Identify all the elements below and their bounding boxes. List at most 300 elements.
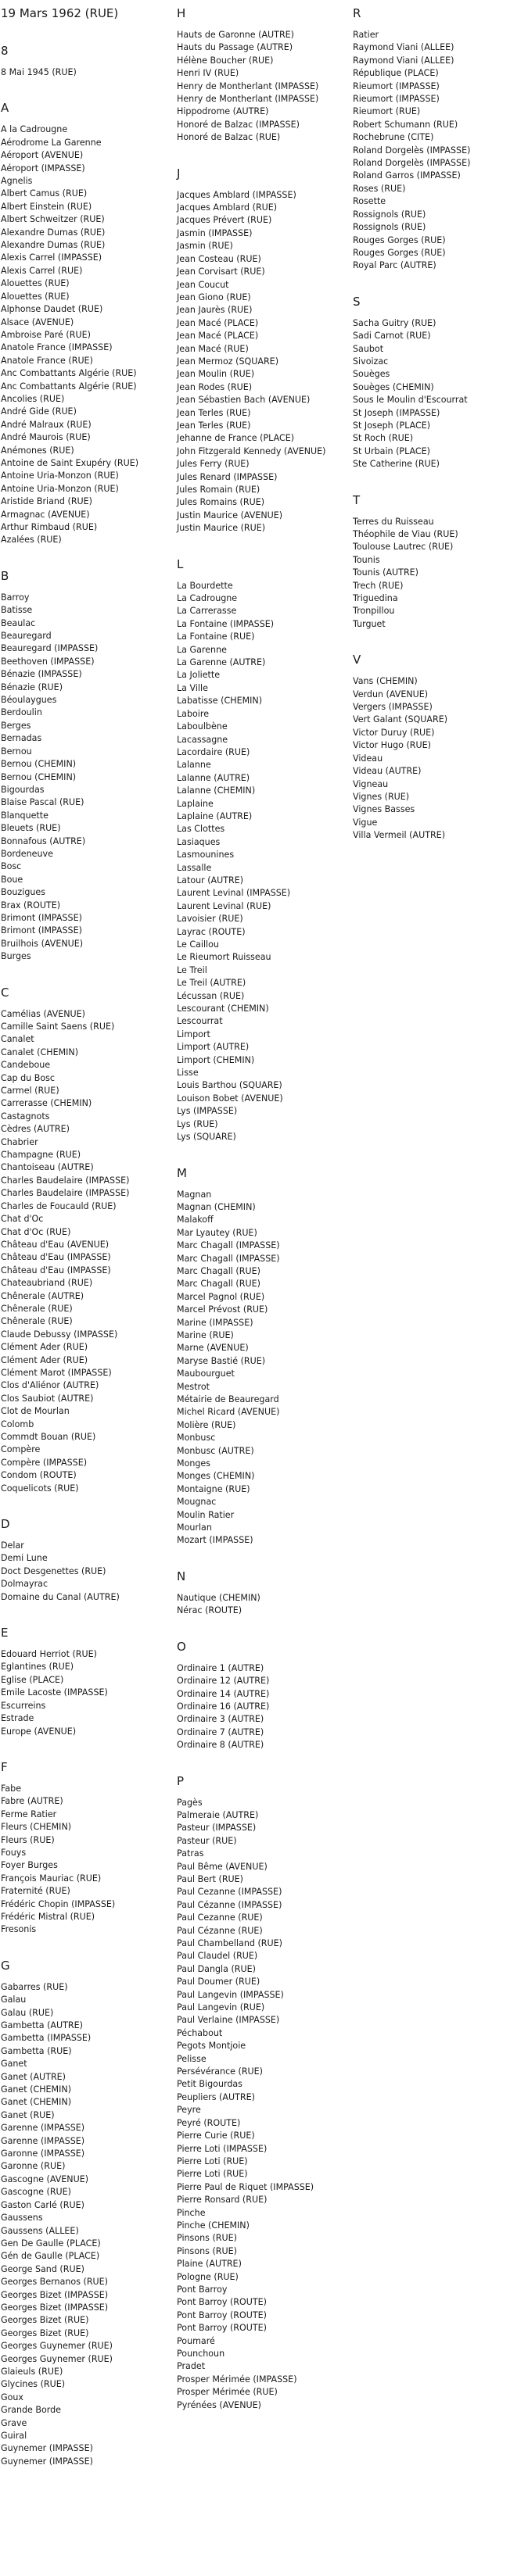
street-item: Pierre Loti (RUE) [177,2169,248,2180]
street-item: Castagnots [1,1111,50,1122]
street-item: Ganet (CHEMIN) [1,2097,72,2108]
street-item: La Carrerasse [177,606,237,617]
street-item: Rouges Gorges (RUE) [353,234,446,245]
street-item: Pinsons (RUE) [177,2245,237,2256]
street-item: Beethoven (IMPASSE) [1,656,95,667]
street-item: Jean Macé (RUE) [177,343,249,354]
street-item: Sadi Carnot (RUE) [353,331,431,342]
street-item: Henry de Montherlant (IMPASSE) [177,80,319,91]
street-item: Berdoulin [1,707,42,718]
street-item: Lalanne (AUTRE) [177,772,250,783]
street-item: Robert Schumann (RUE) [353,119,458,130]
street-item: Fabre (AUTRE) [1,1796,63,1807]
street-item: Carmel (RUE) [1,1086,59,1097]
street-list [177,189,343,535]
street-item: Rossignols (RUE) [353,209,426,220]
street-item: Tronpillou [353,606,395,617]
street-item: Péchabout [177,2027,223,2038]
street-item: Mar Lyautey (RUE) [177,1227,257,1238]
street-item: Albert Camus (RUE) [1,188,88,199]
street-item: Goux [1,2392,23,2402]
street-item: Lisse [177,1068,199,1079]
street-item: Galau (RUE) [1,2007,54,2018]
street-item: Château d'Eau (AVENUE) [1,1239,110,1250]
street-item: Azalées (RUE) [1,535,62,546]
street-item: Roland Dorgelès (IMPASSE) [353,145,471,156]
street-item: Paul Cézanne (RUE) [177,1925,263,1936]
street-item: Videau (AUTRE) [353,766,422,777]
letter-section [1,42,167,79]
street-item: Paul Cezanne (RUE) [177,1912,263,1923]
street-item: Camélias (AVENUE) [1,1008,86,1019]
street-item: Tounis (AUTRE) [353,567,418,578]
street-item: Marc Chagall (IMPASSE) [177,1240,280,1251]
street-list [353,317,519,471]
street-item: Alexandre Dumas (RUE) [1,227,106,238]
letter-section [1,1515,167,1604]
street-item: Jean Rodes (RUE) [177,381,253,392]
street-item: Patras [177,1848,204,1859]
street-item: Lys (SQUARE) [177,1132,236,1143]
street-item: John Fitzgerald Kennedy (AVENUE) [177,445,326,456]
street-item: Gambetta (AUTRE) [1,2020,83,2030]
street-item: Claude Debussy (IMPASSE) [1,1329,118,1340]
street-item: Honoré de Balzac (IMPASSE) [177,119,300,130]
street-item: Pierre Loti (RUE) [177,2156,248,2166]
street-item: Chênerale (AUTRE) [1,1290,84,1301]
street-item: Magnan (CHEMIN) [177,1201,256,1212]
street-item: Ordinaire 16 (AUTRE) [177,1701,270,1712]
street-item: Chat d'Oc (RUE) [1,1226,71,1237]
street-item: Albert Schweitzer (RUE) [1,214,105,225]
street-item: Marc Chagall (RUE) [177,1279,260,1290]
street-item: Jean Corvisart (RUE) [177,267,265,277]
street-item: Ganet [1,2059,27,2070]
section-heading: G [1,1958,10,1973]
street-item: Ganet (RUE) [1,2109,55,2120]
street-item: Blanquette [1,810,48,821]
street-item: Clément Ader (RUE) [1,1342,88,1353]
street-item: Brax (ROUTE) [1,900,61,911]
section-heading: H [177,6,186,20]
street-item: Domaine du Canal (AUTRE) [1,1591,120,1602]
street-item: Lavoisier (RUE) [177,914,243,925]
street-item: Garonne (RUE) [1,2161,66,2172]
street-item: Hélène Boucher (RUE) [177,55,274,66]
street-item: Sous le Moulin d'Escourrat [353,395,468,406]
street-item: Rieumort (IMPASSE) [353,94,440,105]
street-item: Molière (RUE) [177,1419,236,1430]
section-heading: M [177,1165,187,1180]
street-item: Raymond Viani (ALLEE) [353,42,454,53]
street-item: Jacques Amblard (RUE) [177,202,278,213]
section-heading: P [177,1773,185,1788]
street-item: Verdun (AVENUE) [353,689,429,699]
street-item: Beauregard [1,631,52,642]
street-item: Beaulac [1,617,36,628]
street-item: Compère (IMPASSE) [1,1457,88,1468]
street-item: Peupliers (AUTRE) [177,2091,255,2102]
street-item: Albert Einstein (RUE) [1,201,92,212]
street-item: Gen De Gaulle (PLACE) [1,2238,101,2249]
section-heading: J [177,166,181,181]
street-item: Cap du Bosc [1,1072,55,1083]
street-item: Guynemer (IMPASSE) [1,2456,93,2467]
street-item: République (PLACE) [353,68,439,79]
street-item: Petit Bigourdas [177,2079,242,2090]
street-item: Clément Marot (IMPASSE) [1,1367,112,1378]
street-item: Jasmin (IMPASSE) [177,227,253,238]
street-item: Boue [1,874,23,885]
street-item: Alexis Carrel (RUE) [1,265,83,276]
street-item: Glaieuls (RUE) [1,2366,63,2377]
street-item: Ancolies (RUE) [1,393,65,404]
street-item: Victor Duruy (RUE) [353,727,435,738]
street-list [1,1783,167,1937]
street-item: Georges Bernanos (RUE) [1,2277,108,2288]
street-item: Henry de Montherlant (IMPASSE) [177,94,319,105]
street-item: La Fontaine (RUE) [177,631,255,642]
letter-section [1,99,167,546]
street-item: Jehanne de France (PLACE) [177,433,295,444]
street-item: Dolmayrac [1,1579,48,1590]
street-item: Charles Baudelaire (IMPASSE) [1,1175,130,1186]
street-item: Pierre Loti (IMPASSE) [177,2143,268,2154]
street-item: Rossignols (RUE) [353,222,426,233]
street-item: Gabarres (RUE) [1,1981,68,1992]
section-heading: N [177,1569,186,1583]
street-item: Ratier [353,30,379,40]
street-item: Las Clottes [177,824,225,835]
street-item: Antoine Uria-Monzon (RUE) [1,483,119,494]
street-item: Garonne (IMPASSE) [1,2148,85,2159]
street-item: Rouges Gorges (RUE) [353,247,446,258]
street-item: Brimont (IMPASSE) [1,925,82,936]
street-item: Coquelicots (RUE) [1,1483,79,1494]
street-item: Paul Dangla (RUE) [177,1963,256,1974]
street-item: Latour (AUTRE) [177,875,244,886]
street-item: Jean Macé (PLACE) [177,317,259,328]
street-item: Nérac (ROUTE) [177,1605,242,1616]
street-item: Fraternité (RUE) [1,1886,70,1897]
street-item: Clément Ader (RUE) [1,1354,88,1365]
street-item: Maryse Bastié (RUE) [177,1355,266,1366]
street-item: Pinche [177,2207,206,2218]
street-item: Ordinaire 12 (AUTRE) [177,1676,270,1687]
street-item: Pologne (RUE) [177,2271,239,2282]
street-item: Château d'Eau (IMPASSE) [1,1252,111,1263]
street-item: André Malraux (RUE) [1,419,92,430]
street-item: Pierre Ronsard (RUE) [177,2195,268,2206]
street-list [1,1540,167,1604]
street-item: Bonnafous (AUTRE) [1,835,86,846]
street-item: Vergers (IMPASSE) [353,702,433,713]
street-item: Anémones (RUE) [1,445,74,456]
street-item: Fouys [1,1847,27,1858]
letter-section [177,1773,343,2413]
section-heading: C [1,985,9,1000]
street-item: Pierre Curie (RUE) [177,2131,255,2141]
street-item: Rochebrune (CITE) [353,132,434,143]
letter-section [353,492,519,631]
street-item: Clos d'Aliénor (AUTRE) [1,1380,99,1391]
street-item: Aéroport (AVENUE) [1,150,84,161]
street-item: Pounchoun [177,2349,225,2359]
street-item: St Joseph (PLACE) [353,420,431,431]
letter-section [1,1624,167,1738]
street-item: Vigue [353,817,378,828]
street-item: Gascogne (AVENUE) [1,2174,89,2184]
street-item: Paul Bert (RUE) [177,1873,243,1884]
street-item: Lacordaire (RUE) [177,746,250,757]
street-item: Lys (RUE) [177,1118,218,1129]
street-item: Limport (AUTRE) [177,1042,250,1053]
street-item: Paul Bême (AVENUE) [177,1861,268,1872]
street-item: Pegots Montjoie [177,2041,246,2052]
street-item: Batisse [1,605,33,616]
street-item: Lys (IMPASSE) [177,1106,238,1117]
street-item: Blaise Pascal (RUE) [1,797,84,808]
section-heading: 19 Mars 1962 (RUE) [1,6,119,20]
street-item: Armagnac (AVENUE) [1,509,90,520]
street-item: Lasiaques [177,836,221,847]
street-item: St Roch (RUE) [353,433,414,444]
street-item: André Maurois (RUE) [1,432,91,443]
street-item: Georges Guynemer (RUE) [1,2341,113,2352]
street-item: Monbusc [177,1433,216,1444]
street-item: Videau [353,753,383,764]
street-item: Pont Barroy (ROUTE) [177,2297,267,2308]
street-item: François Mauriac (RUE) [1,1873,102,1884]
street-item: Gaussens (ALLEE) [1,2225,79,2236]
street-list [177,29,343,145]
street-item: Charles de Foucauld (RUE) [1,1200,117,1211]
street-item: Pelisse [177,2053,207,2064]
section-heading: E [1,1626,9,1640]
street-item: Jean Jaurès (RUE) [177,305,253,316]
street-item: Escurreins [1,1700,46,1711]
street-item: Gén de Gaulle (PLACE) [1,2251,100,2262]
street-item: Métairie de Beauregard [177,1394,279,1404]
street-index-column-3 [353,5,519,863]
street-item: St Urbain (PLACE) [353,445,431,456]
street-item: Bénazie (IMPASSE) [1,669,82,680]
street-list [177,1662,343,1752]
street-list [177,1189,343,1547]
street-item: Pasteur (IMPASSE) [177,1823,257,1834]
street-item: Cèdres (AUTRE) [1,1124,70,1135]
letter-section [1,5,167,22]
street-item: Beauregard (IMPASSE) [1,643,99,654]
street-item: Aéroport (IMPASSE) [1,163,85,174]
street-list [1,1008,167,1495]
street-item: Jean Terles (RUE) [177,420,251,431]
street-item: Frédéric Chopin (IMPASSE) [1,1898,116,1909]
street-item: Bleuets (RUE) [1,823,61,834]
street-item: Garenne (IMPASSE) [1,2123,85,2134]
street-item: Bruilhois (AVENUE) [1,938,84,949]
street-list [353,675,519,842]
street-item: Laurent Levinal (IMPASSE) [177,888,291,899]
street-item: Roland Dorgelès (IMPASSE) [353,158,471,169]
street-item: Mougnac [177,1497,217,1508]
street-list [1,592,167,964]
street-item: Chabrier [1,1136,38,1147]
street-item: Moulin Ratier [177,1509,235,1520]
street-item: Hauts du Passage (AUTRE) [177,42,293,53]
street-item: Lassalle [177,862,212,873]
street-item: Justin Maurice (RUE) [177,523,266,534]
street-item: Fleurs (CHEMIN) [1,1822,72,1833]
street-item: Bernou (CHEMIN) [1,759,77,770]
street-item: La Garenne [177,644,227,655]
street-item: Marcel Pagnol (RUE) [177,1291,265,1302]
street-item: Trech (RUE) [353,580,404,591]
street-item: Jean Sébastien Bach (AVENUE) [177,395,311,406]
street-item: Gambetta (RUE) [1,2045,72,2056]
street-item: Turguet [353,618,386,629]
street-item: Paul Cezanne (IMPASSE) [177,1887,282,1898]
street-item: La Fontaine (IMPASSE) [177,618,275,629]
street-item: Le Rieumort Ruisseau [177,952,271,963]
street-item: Ordinaire 1 (AUTRE) [177,1662,264,1673]
street-item: 8 Mai 1945 (RUE) [1,67,77,77]
street-item: Nautique (CHEMIN) [177,1592,260,1603]
street-item: Chateaubriand (RUE) [1,1278,93,1289]
street-item: Vigneau [353,778,389,789]
street-item: Jean Costeau (RUE) [177,253,261,264]
street-item: Guynemer (IMPASSE) [1,2443,93,2454]
street-item: Grande Borde [1,2405,62,2416]
street-item: Georges Guynemer (RUE) [1,2353,113,2364]
street-item: Gaston Carlé (RUE) [1,2199,84,2210]
street-item: Rosette [353,196,386,207]
street-item: Pradet [177,2361,206,2372]
street-item: Henri IV (RUE) [177,68,239,79]
section-heading: O [177,1639,186,1654]
letter-section [177,1165,343,1547]
street-list [1,1981,167,2468]
section-heading: S [353,294,361,309]
street-item: Aérodrome La Garenne [1,137,102,148]
street-item: Georges Bizet (IMPASSE) [1,2302,109,2313]
street-item: Honoré de Balzac (RUE) [177,132,281,143]
street-item: Marcel Prévost (RUE) [177,1304,268,1315]
street-item: Alexis Carrel (IMPASSE) [1,252,102,263]
street-item: Maubourguet [177,1368,235,1379]
street-list [353,516,519,631]
street-item: Gaussens [1,2213,43,2224]
street-item: Jules Romain (RUE) [177,485,260,495]
street-item: Raymond Viani (ALLEE) [353,55,454,66]
street-item: Le Treil (AUTRE) [177,978,246,989]
street-item: Peyre [177,2105,201,2116]
street-item: Layrac (ROUTE) [177,926,246,937]
street-item: Laplaine [177,798,214,809]
street-item: Pinche (CHEMIN) [177,2220,250,2231]
letter-section [177,1568,343,1618]
street-item: Burges [1,951,31,962]
street-item: Laboire [177,708,210,719]
street-item: Bénazie (RUE) [1,682,63,692]
street-item: Foyer Burges [1,1860,58,1871]
section-heading: F [1,1759,8,1774]
street-item: La Ville [177,682,208,693]
street-list [1,123,167,546]
street-item: Justin Maurice (AVENUE) [177,510,283,521]
street-item: Royal Parc (AUTRE) [353,260,436,271]
street-item: Carrerasse (CHEMIN) [1,1098,92,1109]
street-item: Monges [177,1458,211,1469]
street-item: Chênerale (RUE) [1,1303,73,1314]
street-item: Paul Langevin (IMPASSE) [177,1989,284,2000]
street-item: Sivoizac [353,356,389,367]
street-item: Anatole France (RUE) [1,355,93,366]
street-item: Grave [1,2417,27,2428]
street-item: Paul Claudel (RUE) [177,1951,258,1962]
street-item: Pyrénées (AVENUE) [177,2399,261,2410]
street-item: Garenne (IMPASSE) [1,2135,85,2146]
street-item: Jacques Prévert (RUE) [177,215,272,226]
street-item: Emile Lacoste (IMPASSE) [1,1687,108,1698]
street-item: Marc Chagall (RUE) [177,1265,260,1276]
street-item: Souèges (CHEMIN) [353,381,434,392]
street-item: Marine (RUE) [177,1329,234,1340]
letter-section [1,567,167,964]
street-item: Barroy [1,592,30,603]
street-item: Bouzigues [1,887,46,898]
street-item: Tounis [353,554,380,565]
street-item: Clos Saubiot (AUTRE) [1,1393,94,1404]
street-item: Gambetta (IMPASSE) [1,2033,92,2044]
street-item: Marne (AVENUE) [177,1343,249,1354]
street-item: Roland Garros (IMPASSE) [353,170,461,181]
street-item: Sacha Guitry (RUE) [353,317,436,328]
street-item: Arthur Rimbaud (RUE) [1,522,98,532]
street-item: Edouard Herriot (RUE) [1,1649,97,1660]
street-item: Béoulaygues [1,695,57,706]
street-item: Ordinaire 14 (AUTRE) [177,1688,270,1699]
street-item: Alouettes (RUE) [1,291,70,302]
street-item: Colomb [1,1419,34,1429]
street-item: Château d'Eau (IMPASSE) [1,1265,111,1275]
street-item: Antoine Uria-Monzon (RUE) [1,470,119,481]
street-item: Clot de Mourlan [1,1406,70,1417]
street-item: Limport (CHEMIN) [177,1054,255,1065]
street-item: Souèges [353,369,390,380]
street-item: Théophile de Viau (RUE) [353,529,458,539]
street-item: Glycines (RUE) [1,2379,66,2390]
street-item: Monbusc (AUTRE) [177,1445,254,1456]
section-heading: L [177,556,184,571]
street-item: Bosc [1,861,22,872]
letter-section [177,165,343,535]
street-item: Guiral [1,2431,27,2441]
street-item: Bernou (CHEMIN) [1,771,77,782]
street-item: La Bourdette [177,580,233,591]
street-item: André Gide (RUE) [1,406,77,417]
street-item: Demi Lune [1,1553,48,1564]
street-item: Pont Barroy (ROUTE) [177,2323,267,2334]
street-list [353,29,519,273]
street-item: Laplaine (AUTRE) [177,810,253,821]
street-item: Alphonse Daudet (RUE) [1,304,103,315]
section-heading: 8 [1,44,9,58]
street-item: Marine (IMPASSE) [177,1317,253,1328]
section-heading: T [353,492,361,507]
section-heading: V [353,653,361,667]
section-heading: A [1,101,9,116]
